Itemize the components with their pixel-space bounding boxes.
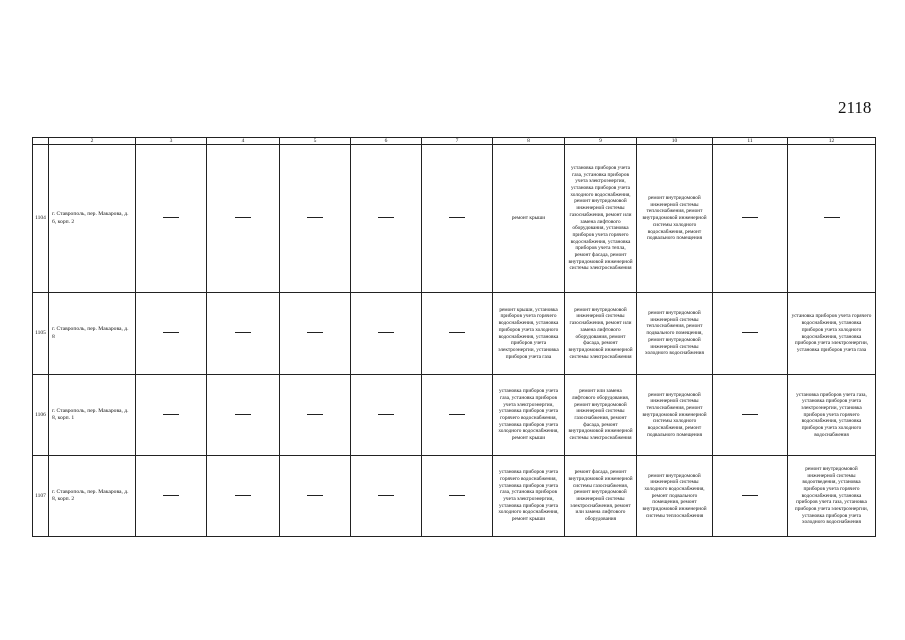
works-cell: установка приборов учета горячего водоснабжения, установка приборов учета холодного водоснабжения, установка приборов учета электроэнергии, установка приборов учета газа <box>788 293 876 375</box>
empty-cell <box>351 293 422 375</box>
empty-cell <box>207 456 280 537</box>
dash-mark <box>163 332 179 333</box>
dash-mark <box>824 217 840 218</box>
dash-mark <box>307 495 323 496</box>
header-cell: 8 <box>493 138 565 145</box>
works-cell: ремонт внутридомовой инженерной системы теплоснабжения, ремонт внутридомовой инженерной системы холодного водоснабжения, ремонт подвального помещения <box>637 375 713 456</box>
dash-mark <box>449 414 465 415</box>
header-row <box>33 138 876 145</box>
empty-cell <box>207 375 280 456</box>
row-number: 1104 <box>33 145 49 293</box>
works-cell: установка приборов учета газа, установка приборов учета электроэнергии, установка приборов учета горячего водоснабжения, установка приборов учета холодного водоснабжения <box>788 375 876 456</box>
dash-mark <box>378 495 394 496</box>
dash-mark <box>163 414 179 415</box>
header-cell: 3 <box>136 138 207 145</box>
table-row <box>33 145 876 293</box>
header-cell: 10 <box>637 138 713 145</box>
works-cell: установка приборов учета газа, установка приборов учета электроэнергии, установка приборов учета холодного водоснабжения, ремонт внутридомовой инженерной системы газоснабжения, ремонт или замена лифтового оборудования, установка приборов учета горячего водоснабжения, установка приборов учета тепла, ремонт фасада, ремонт внутридомовой инженерной системы электроснабжения <box>565 145 637 293</box>
empty-cell <box>207 293 280 375</box>
dash-mark <box>307 217 323 218</box>
header-cell: 6 <box>351 138 422 145</box>
works-cell: ремонт крыши, установка приборов учета горячего водоснабжения, установка приборов учета холодного водоснабжения, установка приборов учета электроэнергии, установка приборов учета газа <box>493 293 565 375</box>
address-cell: г. Ставрополь, пер. Макарова, д. 8, корп. 1 <box>49 375 136 456</box>
empty-cell <box>136 375 207 456</box>
dash-mark <box>742 495 758 496</box>
empty-cell <box>280 375 351 456</box>
empty-cell <box>280 145 351 293</box>
address-cell: г. Ставрополь, пер. Макарова, д. 6, корп. 2 <box>49 145 136 293</box>
works-cell: ремонт внутридомовой инженерной системы холодного водоснабжения, ремонт подвального помещения, ремонт внутридомовой инженерной системы теплоснабжения <box>637 456 713 537</box>
empty-cell <box>351 375 422 456</box>
empty-cell <box>422 456 493 537</box>
empty-cell <box>422 375 493 456</box>
address-cell: г. Ставрополь, пер. Макарова, д. 8, корп. 2 <box>49 456 136 537</box>
row-number: 1106 <box>33 375 49 456</box>
empty-cell <box>788 145 876 293</box>
empty-cell <box>351 145 422 293</box>
empty-cell <box>713 293 788 375</box>
empty-cell <box>422 293 493 375</box>
works-cell: ремонт или замена лифтового оборудования, ремонт внутридомовой инженерной системы газоснабжения, ремонт фасада, ремонт внутридомовой инженерной системы электроснабжения <box>565 375 637 456</box>
empty-cell <box>422 145 493 293</box>
works-cell: ремонт внутридомовой инженерной системы теплоснабжения, ремонт подвального помещения, ремонт внутридомовой инженерной системы холодного водоснабжения <box>637 293 713 375</box>
dash-mark <box>307 332 323 333</box>
page-number: 2118 <box>838 98 872 117</box>
table-row <box>33 456 876 537</box>
works-cell: установка приборов учета горячего водоснабжения, установка приборов учета газа, установка приборов учета электроэнергии, установка приборов учета холодного водоснабжения, ремонт крыши <box>493 456 565 537</box>
dash-mark <box>742 217 758 218</box>
address-cell: г. Ставрополь, пер. Макарова, д. 8 <box>49 293 136 375</box>
works-cell: ремонт крыши <box>493 145 565 293</box>
empty-cell <box>713 145 788 293</box>
works-cell: ремонт внутридомовой инженерной системы водоотведения, установка приборов учета горячего водоснабжения, установка приборов учета газа, установка приборов учета электроэнергии, установка приборов учета холодного водоснабжения <box>788 456 876 537</box>
empty-cell <box>136 456 207 537</box>
dash-mark <box>742 414 758 415</box>
dash-mark <box>449 217 465 218</box>
header-cell: 9 <box>565 138 637 145</box>
dash-mark <box>378 217 394 218</box>
header-cell: 5 <box>280 138 351 145</box>
works-cell: установка приборов учета газа, установка приборов учета электроэнергии, установка приборов учета горячего водоснабжения, установка приборов учета холодного водоснабжения, ремонт крыши <box>493 375 565 456</box>
dash-mark <box>163 217 179 218</box>
dash-mark <box>449 332 465 333</box>
table-row <box>33 375 876 456</box>
empty-cell <box>713 375 788 456</box>
dash-mark <box>235 332 251 333</box>
empty-cell <box>136 145 207 293</box>
header-cell: 2 <box>49 138 136 145</box>
dash-mark <box>235 495 251 496</box>
dash-mark <box>378 332 394 333</box>
works-cell: ремонт внутридомовой инженерной системы теплоснабжения, ремонт внутридомовой инженерной системы холодного водоснабжения, ремонт подвального помещения <box>637 145 713 293</box>
works-cell: ремонт внутридомовой инженерной системы газоснабжения, ремонт или замена лифтового оборудования, ремонт фасада, ремонт внутридомовой инженерной системы электроснабжения <box>565 293 637 375</box>
empty-cell <box>713 456 788 537</box>
dash-mark <box>449 495 465 496</box>
header-cell: 7 <box>422 138 493 145</box>
table-row <box>33 293 876 375</box>
dash-mark <box>742 332 758 333</box>
dash-mark <box>307 414 323 415</box>
header-cell: 4 <box>207 138 280 145</box>
header-cell <box>33 138 49 145</box>
header-cell: 12 <box>788 138 876 145</box>
dash-mark <box>235 414 251 415</box>
empty-cell <box>280 293 351 375</box>
row-number: 1107 <box>33 456 49 537</box>
capital-repair-table <box>32 137 876 537</box>
dash-mark <box>378 414 394 415</box>
dash-mark <box>163 495 179 496</box>
empty-cell <box>207 145 280 293</box>
works-cell: ремонт фасада, ремонт внутридомовой инженерной системы газоснабжения, ремонт внутридомовой инженерной системы электроснабжения, ремонт или замена лифтового оборудования <box>565 456 637 537</box>
dash-mark <box>235 217 251 218</box>
header-cell: 11 <box>713 138 788 145</box>
empty-cell <box>280 456 351 537</box>
empty-cell <box>351 456 422 537</box>
empty-cell <box>136 293 207 375</box>
row-number: 1105 <box>33 293 49 375</box>
